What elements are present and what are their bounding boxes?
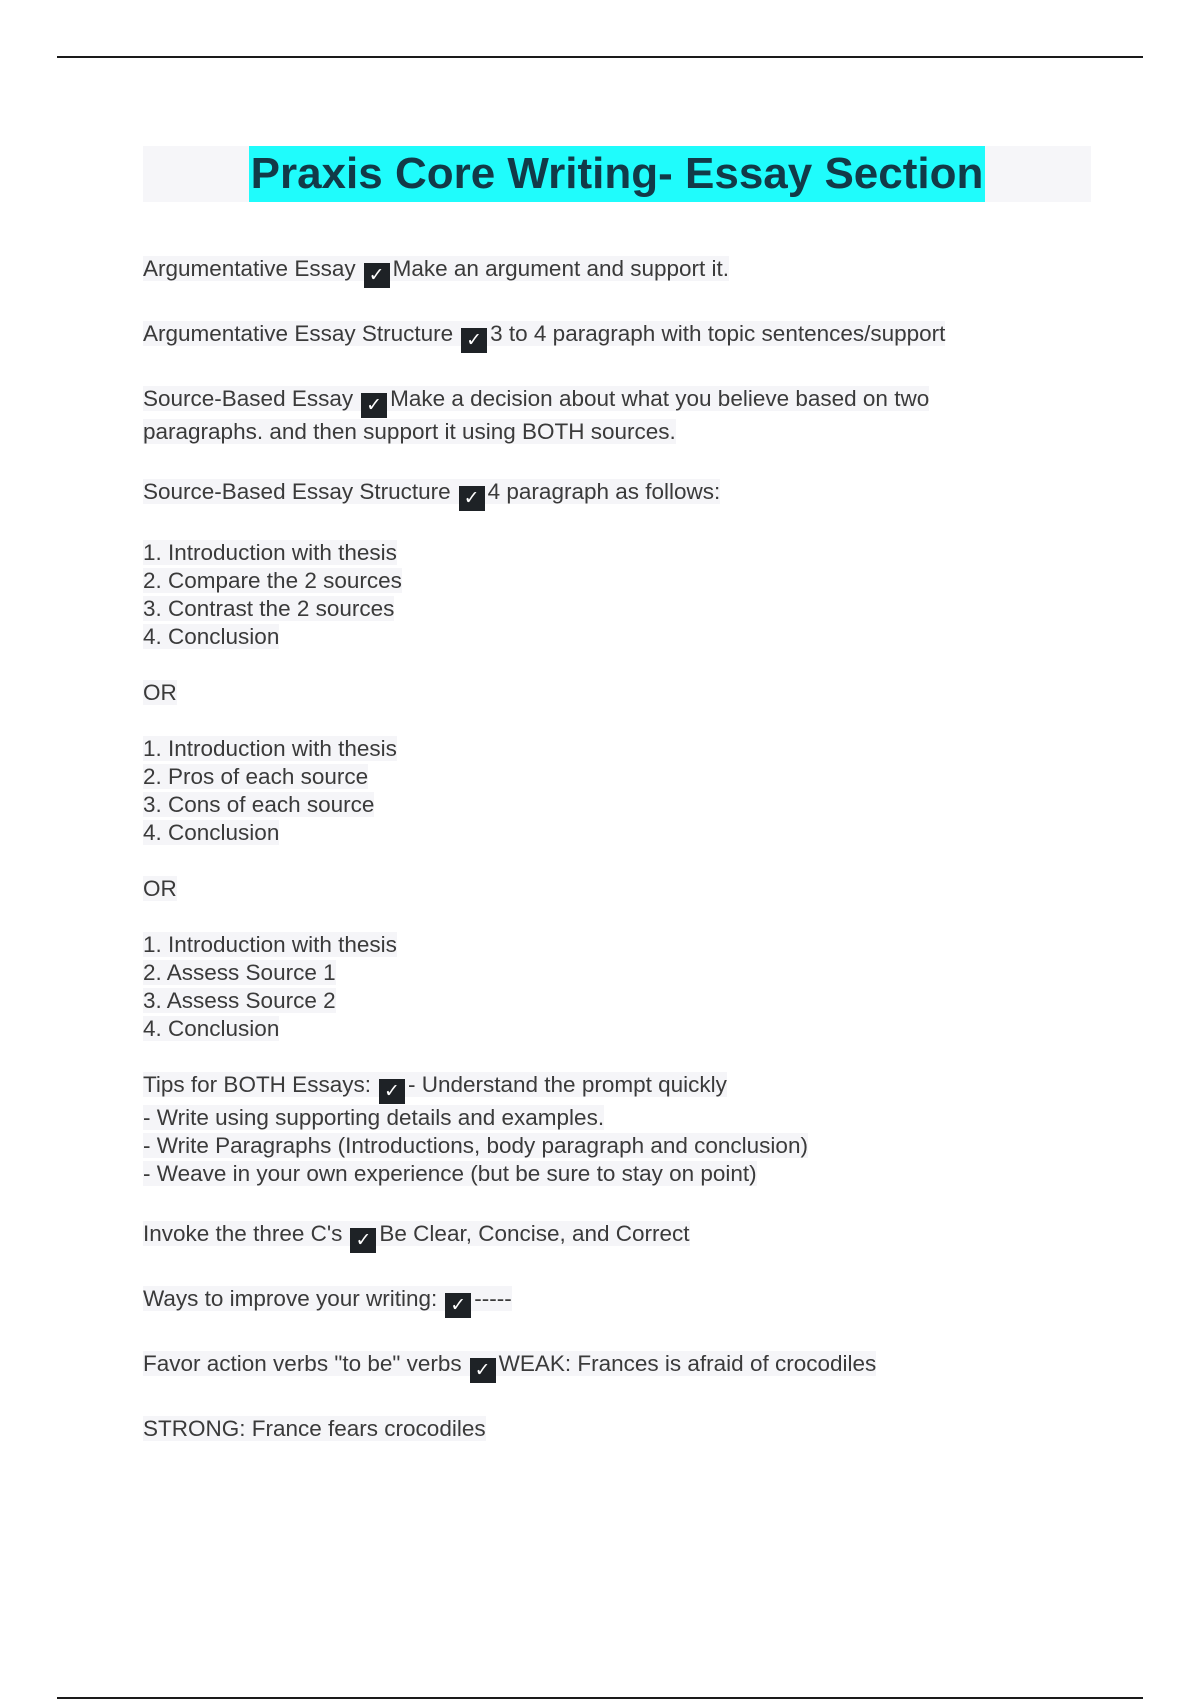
flashcard-argumentative-structure <box>143 320 1103 353</box>
list-item <box>143 567 1103 595</box>
flashcard-source-based-structure <box>143 478 1103 511</box>
structure-list-1 <box>143 539 1103 651</box>
list-item-text: 1. Introduction with thesis <box>143 932 397 957</box>
flashcard-source-based-essay <box>143 385 1103 446</box>
or-separator <box>143 679 1103 707</box>
list-item-text: 3. Cons of each source <box>143 792 375 817</box>
or-text: OR <box>143 680 177 705</box>
list-item <box>143 931 1103 959</box>
tip-line: - Write Paragraphs (Introductions, body paragraph and conclusion) <box>143 1133 808 1158</box>
card-definition: 3 to 4 paragraph with topic sentences/support <box>490 321 946 346</box>
card-term: Ways to improve your writing: <box>143 1286 438 1311</box>
document-body <box>143 255 1103 1475</box>
list-item-text: 3. Assess Source 2 <box>143 988 336 1013</box>
list-item <box>143 1015 1103 1043</box>
list-item <box>143 623 1103 651</box>
card-definition: Make a decision about what you believe based on two <box>390 386 930 411</box>
flashcard-improve-writing <box>143 1285 1103 1318</box>
flashcard-three-cs <box>143 1220 1103 1253</box>
check-icon: ✓ <box>459 486 485 511</box>
check-icon: ✓ <box>470 1358 496 1383</box>
card-definition: Be Clear, Concise, and Correct <box>379 1221 690 1246</box>
bottom-rule <box>57 1697 1143 1699</box>
list-item-text: 1. Introduction with thesis <box>143 736 397 761</box>
list-item-text: 4. Conclusion <box>143 820 280 845</box>
card-term: Favor action verbs "to be" verbs <box>143 1351 462 1376</box>
card-definition: - Understand the prompt quickly <box>407 1072 727 1097</box>
list-item-text: 3. Contrast the 2 sources <box>143 596 395 621</box>
list-item-text: 4. Conclusion <box>143 1016 280 1041</box>
card-line <box>143 1286 512 1316</box>
list-item <box>143 987 1103 1015</box>
list-item <box>143 735 1103 763</box>
list-item-text: 1. Introduction with thesis <box>143 540 397 565</box>
card-line <box>143 321 946 351</box>
final-line <box>143 1415 1103 1443</box>
card-line <box>143 1072 727 1102</box>
flashcard-tips <box>143 1071 1103 1188</box>
final-line-text: STRONG: France fears crocodiles <box>143 1416 486 1441</box>
card-line <box>143 256 730 286</box>
page-title: Praxis Core Writing- Essay Section <box>249 146 986 202</box>
list-item-text: 2. Compare the 2 sources <box>143 568 402 593</box>
top-rule <box>57 56 1143 58</box>
check-icon: ✓ <box>445 1293 471 1318</box>
structure-list-3 <box>143 931 1103 1043</box>
card-term: Argumentative Essay <box>143 256 356 281</box>
card-line <box>143 386 930 416</box>
check-icon: ✓ <box>379 1079 405 1104</box>
list-item <box>143 539 1103 567</box>
card-term: Source-Based Essay Structure <box>143 479 451 504</box>
list-item-text: 4. Conclusion <box>143 624 280 649</box>
check-icon: ✓ <box>350 1228 376 1253</box>
card-definition: ----- <box>474 1286 512 1311</box>
card-definition: WEAK: Frances is afraid of crocodiles <box>498 1351 877 1376</box>
check-icon: ✓ <box>361 393 387 418</box>
list-item-text: 2. Assess Source 1 <box>143 960 336 985</box>
card-line <box>143 479 721 509</box>
title-band <box>143 146 1091 202</box>
check-icon: ✓ <box>364 263 390 288</box>
tip-line: - Write using supporting details and examples. <box>143 1105 605 1130</box>
or-separator <box>143 875 1103 903</box>
list-item <box>143 763 1103 791</box>
check-icon: ✓ <box>461 328 487 353</box>
card-line <box>143 1351 877 1381</box>
card-term: Source-Based Essay <box>143 386 354 411</box>
list-item <box>143 959 1103 987</box>
card-term: Tips for BOTH Essays: <box>143 1072 371 1097</box>
card-definition-continued: paragraphs. and then support it using BOTH sources. <box>143 419 676 444</box>
list-item <box>143 595 1103 623</box>
card-definition: Make an argument and support it. <box>392 256 730 281</box>
list-item <box>143 819 1103 847</box>
or-text: OR <box>143 876 177 901</box>
card-term: Invoke the three C's <box>143 1221 343 1246</box>
card-definition: 4 paragraph as follows: <box>487 479 721 504</box>
card-line <box>143 1221 690 1251</box>
tip-line: - Weave in your own experience (but be sure to stay on point) <box>143 1161 757 1186</box>
list-item-text: 2. Pros of each source <box>143 764 369 789</box>
card-term: Argumentative Essay Structure <box>143 321 454 346</box>
flashcard-argumentative-essay <box>143 255 1103 288</box>
flashcard-action-verbs <box>143 1350 1103 1383</box>
structure-list-2 <box>143 735 1103 847</box>
list-item <box>143 791 1103 819</box>
